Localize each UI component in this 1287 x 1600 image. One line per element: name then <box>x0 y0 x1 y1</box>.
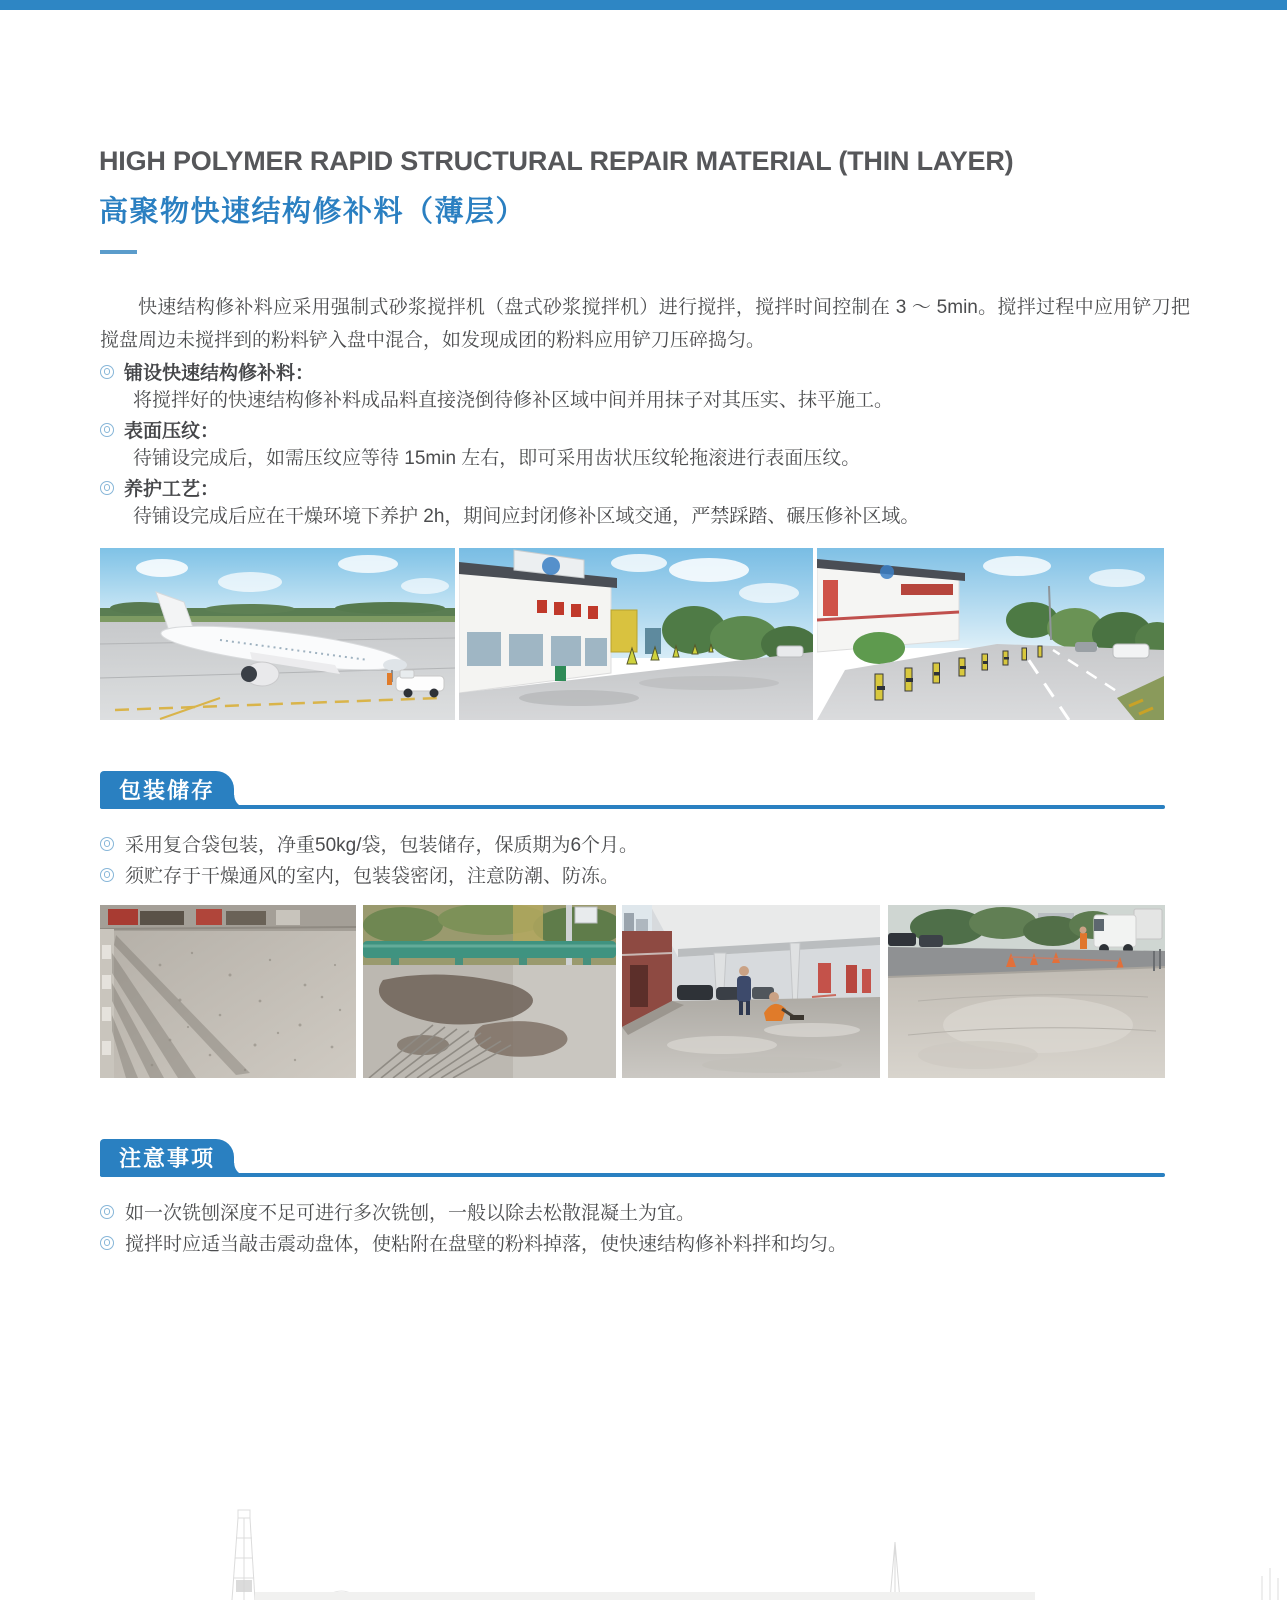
double-circle-bullet-icon <box>100 868 114 882</box>
bullet-text: 如一次铣刨深度不足可进行多次铣刨，一般以除去松散混凝土为宜。 <box>125 1203 696 1224</box>
intro-paragraph: 快速结构修补料应采用强制式砂浆搅拌机（盘式砂浆搅拌机）进行搅拌，搅拌时间控制在 3 ～ 5min。搅拌过程中应用铲刀把搅盘周边未搅拌到的粉料铲入盘中混合，如发现成团的粉料应用铲刀压碎捣匀。 <box>100 297 1190 351</box>
bullet-row <box>100 1196 1190 1227</box>
precautions-bullets <box>100 1196 1190 1258</box>
bullet-text: 须贮存于干燥通风的室内，包装袋密闭，注意防潮、防冻。 <box>125 866 620 887</box>
double-circle-bullet-icon <box>100 1236 114 1250</box>
spec-description: 待铺设完成后应在干燥环境下养护 2h，期间应封闭修补区域交通，严禁踩踏、碾压修补区域。 <box>133 506 920 527</box>
gallery-application-photos <box>100 548 1164 720</box>
section-tab-precautions <box>100 1139 234 1176</box>
photo-milled-surface-closeup <box>100 905 356 1078</box>
double-circle-bullet-icon <box>100 1205 114 1219</box>
bullet-row <box>100 828 1190 859</box>
spec-heading: 铺设快速结构修补料： <box>124 363 315 384</box>
section-rule <box>100 1173 1165 1177</box>
double-circle-bullet-icon <box>100 481 114 495</box>
page-title-zh: 高聚物快速结构修补料（薄层） <box>99 196 527 228</box>
section-title: 包装储存 <box>118 778 215 803</box>
spec-heading: 养护工艺： <box>124 479 220 500</box>
spec-item-heading-row <box>100 415 1190 444</box>
photo-airport-apron-airplane <box>100 548 455 720</box>
packaging-storage-bullets <box>100 828 1190 890</box>
photo-fresh-concrete-pavement <box>888 905 1165 1078</box>
photo-milled-patch-guardrail <box>363 905 616 1078</box>
double-circle-bullet-icon <box>100 423 114 437</box>
bullet-text: 采用复合袋包装，净重50kg/袋，包装储存，保质期为6个月。 <box>125 835 639 856</box>
top-accent-bar <box>0 0 1287 10</box>
double-circle-bullet-icon <box>100 365 114 379</box>
gallery-construction-photos <box>100 905 1165 1078</box>
bullet-text: 搅拌时应适当敲击震动盘体，使粘附在盘壁的粉料掉落，使快速结构修补料拌和均匀。 <box>125 1234 848 1255</box>
section-title: 注意事项 <box>118 1146 215 1171</box>
title-underline <box>100 250 137 254</box>
spec-list <box>100 357 1190 531</box>
photo-gas-station-repair <box>622 905 880 1078</box>
spec-item-heading-row <box>100 357 1190 386</box>
spec-item-heading-row <box>100 473 1190 502</box>
footer-skyline-watermark <box>0 1480 1287 1600</box>
spec-description: 将搅拌好的快速结构修补料成品料直接浇倒待修补区域中间并用抹子对其压实、抹平施工。 <box>133 390 894 411</box>
page-title-en: HIGH POLYMER RAPID STRUCTURAL REPAIR MATERIAL (THIN LAYER) <box>99 146 1014 176</box>
double-circle-bullet-icon <box>100 837 114 851</box>
section-tab-packaging-storage <box>100 771 234 808</box>
section-rule <box>100 805 1165 809</box>
photo-service-area-road-bollards <box>817 548 1164 720</box>
spec-description: 待铺设完成后，如需压纹应等待 15min 左右，即可采用齿状压纹轮拖滚进行表面压纹。 <box>133 448 861 469</box>
spec-heading: 表面压纹： <box>124 421 220 442</box>
photo-service-area-street <box>459 548 813 720</box>
bullet-row <box>100 1227 1190 1258</box>
bullet-row <box>100 859 1190 890</box>
